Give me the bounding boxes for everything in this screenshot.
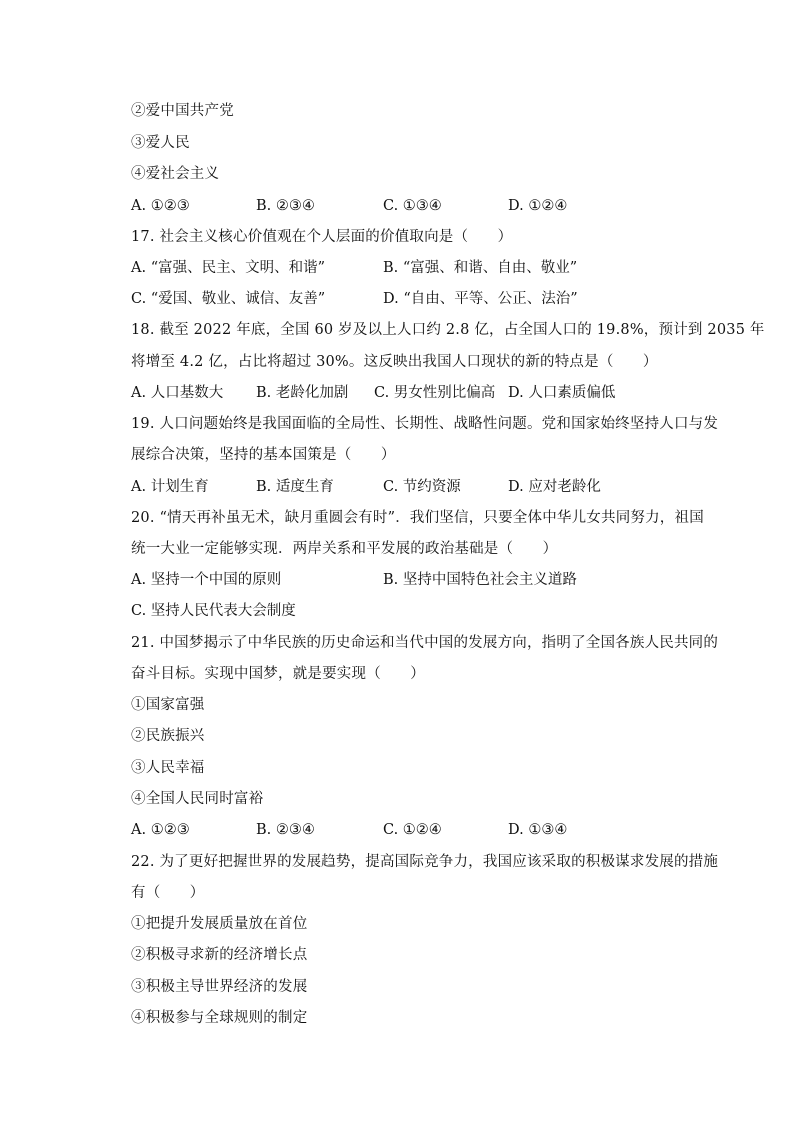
q19-stem-line-2: 展综合决策，坚持的基本国策是（ ） [131, 447, 396, 463]
q19-option-c: C. 节约资源 [383, 479, 461, 495]
q21-item-3: ③人民幸福 [131, 760, 205, 776]
q20-option-b: B. 坚持中国特色社会主义道路 [383, 572, 577, 588]
q16-item-4: ④爱社会主义 [131, 166, 220, 182]
q16-item-2: ②爱中国共产党 [131, 103, 234, 119]
q22-item-3: ③积极主导世界经济的发展 [131, 979, 308, 995]
q16-option-b: B. ②③④ [256, 198, 315, 214]
q22-stem-line-2: 有（ ） [131, 885, 205, 901]
q19-option-a: A. 计划生育 [131, 479, 209, 495]
q21-option-d: D. ①③④ [508, 822, 568, 838]
q19-option-b: B. 适度生育 [256, 479, 334, 495]
q22-stem-line-1: 22. 为了更好把握世界的发展趋势，提高国际竞争力，我国应该采取的积极谋求发展的措施 [131, 854, 719, 870]
q16-item-3: ③爱人民 [131, 135, 190, 151]
q21-option-a: A. ①②③ [131, 822, 190, 838]
q21-item-4: ④全国人民同时富裕 [131, 791, 264, 807]
q21-option-c: C. ①②④ [383, 822, 442, 838]
q17-option-b: B. “富强、和谐、自由、敬业” [383, 260, 578, 276]
q20-option-c: C. 坚持人民代表大会制度 [131, 603, 296, 619]
q20-stem-line-2: 统一大业一定能够实现．两岸关系和平发展的政治基础是（ ） [131, 541, 558, 557]
q22-item-4: ④积极参与全球规则的制定 [131, 1010, 308, 1026]
q16-option-a: A. ①②③ [131, 198, 190, 214]
q20-option-a: A. 坚持一个中国的原则 [131, 572, 282, 588]
q16-option-d: D. ①②④ [508, 198, 568, 214]
q22-item-1: ①把提升发展质量放在首位 [131, 916, 308, 932]
q18-stem-line-2: 将增至 4.2 亿，占比将超过 30%。这反映出我国人口现状的新的特点是（ ） [131, 354, 658, 370]
q19-stem-line-1: 19. 人口问题始终是我国面临的全局性、长期性、战略性问题。党和国家始终坚持人口与发 [131, 416, 719, 432]
q18-option-b: B. 老龄化加剧 [256, 385, 349, 401]
q21-stem-line-2: 奋斗目标。实现中国梦，就是要实现（ ） [131, 666, 425, 682]
q18-stem-line-1: 18. 截至 2022 年底，全国 60 岁及以上人口约 2.8 亿，占全国人口的 19.8%，预计到 2035 年 [131, 322, 765, 338]
q17-stem: 17. 社会主义核心价值观在个人层面的价值取向是（ ） [131, 229, 513, 245]
q21-stem-line-1: 21. 中国梦揭示了中华民族的历史命运和当代中国的发展方向，指明了全国各族人民共同的 [131, 635, 719, 651]
q18-option-d: D. 人口素质偏低 [508, 385, 616, 401]
q21-item-1: ①国家富强 [131, 697, 205, 713]
q18-option-c: C. 男女性别比偏高 [374, 385, 496, 401]
q21-item-2: ②民族振兴 [131, 728, 205, 744]
q16-option-c: C. ①③④ [383, 198, 442, 214]
q17-option-c: C. “爱国、敬业、诚信、友善” [131, 291, 326, 307]
q22-item-2: ②积极寻求新的经济增长点 [131, 947, 308, 963]
q20-stem-line-1: 20. “情天再补虽无术，缺月重圆会有时”．我们坚信，只要全体中华儿女共同努力，祖国 [131, 510, 704, 526]
q19-option-d: D. 应对老龄化 [508, 479, 601, 495]
q18-option-a: A. 人口基数大 [131, 385, 224, 401]
q17-option-a: A. “富强、民主、文明、和谐” [131, 260, 326, 276]
q17-option-d: D. “自由、平等、公正、法治” [383, 291, 578, 307]
q21-option-b: B. ②③④ [256, 822, 315, 838]
